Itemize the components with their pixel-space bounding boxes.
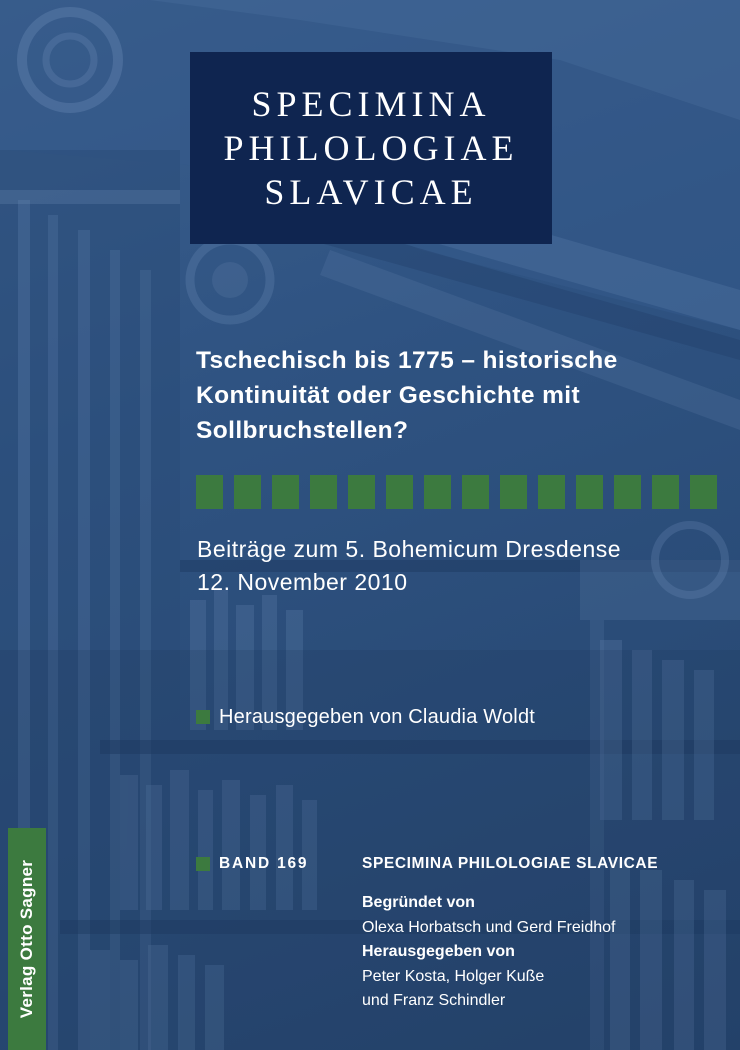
decorative-square bbox=[348, 475, 375, 509]
book-title-line-2: Kontinuität oder Geschichte mit bbox=[196, 382, 581, 409]
decorative-square bbox=[690, 475, 717, 509]
subtitle-line-2: 12. November 2010 bbox=[197, 569, 408, 595]
decorative-square bbox=[576, 475, 603, 509]
decorative-square bbox=[500, 475, 527, 509]
decorative-square bbox=[538, 475, 565, 509]
decorative-square bbox=[234, 475, 261, 509]
series-title-line-1: SPECIMINA bbox=[251, 84, 491, 124]
decorative-square bbox=[424, 475, 451, 509]
founders-names: Olexa Horbatsch und Gerd Freidhof bbox=[362, 918, 616, 936]
publisher-band bbox=[8, 828, 46, 1050]
decorative-square bbox=[652, 475, 679, 509]
decorative-square bbox=[462, 475, 489, 509]
series-editors-names-2: und Franz Schindler bbox=[362, 992, 506, 1009]
band-label: BAND 169 bbox=[219, 855, 309, 872]
book-title-line-3: Sollbruchstellen? bbox=[196, 417, 409, 444]
decorative-square bbox=[386, 475, 413, 509]
decorative-square bbox=[310, 475, 337, 509]
series-editors-names-1: Peter Kosta, Holger Kuße bbox=[362, 967, 545, 985]
editor-text: Herausgegeben von Claudia Woldt bbox=[219, 705, 536, 728]
book-title bbox=[196, 343, 716, 448]
series-title-line-2: PHILOLOGIAE bbox=[223, 128, 519, 168]
book-title-line-1: Tschechisch bis 1775 – historische bbox=[196, 347, 618, 374]
band-series-name: SPECIMINA PHILOLOGIAE SLAVICAE bbox=[362, 855, 659, 872]
decorative-square bbox=[196, 475, 223, 509]
series-editors-label: Herausgegeben von bbox=[362, 943, 515, 960]
editor-line bbox=[196, 705, 535, 729]
series-title-box bbox=[190, 52, 552, 244]
series-credits bbox=[362, 891, 615, 1014]
band-number bbox=[196, 854, 308, 874]
subtitle-line-1: Beiträge zum 5. Bohemicum Dresdense bbox=[197, 536, 622, 562]
series-title-line-3: SLAVICAE bbox=[264, 172, 478, 212]
founded-label: Begründet von bbox=[362, 894, 475, 911]
publisher-name: Verlag Otto Sagner bbox=[17, 859, 36, 1019]
green-bullet-icon bbox=[196, 710, 210, 724]
decorative-square bbox=[272, 475, 299, 509]
decorative-square bbox=[614, 475, 641, 509]
green-bullet-icon bbox=[196, 857, 210, 871]
book-subtitle bbox=[197, 533, 621, 599]
